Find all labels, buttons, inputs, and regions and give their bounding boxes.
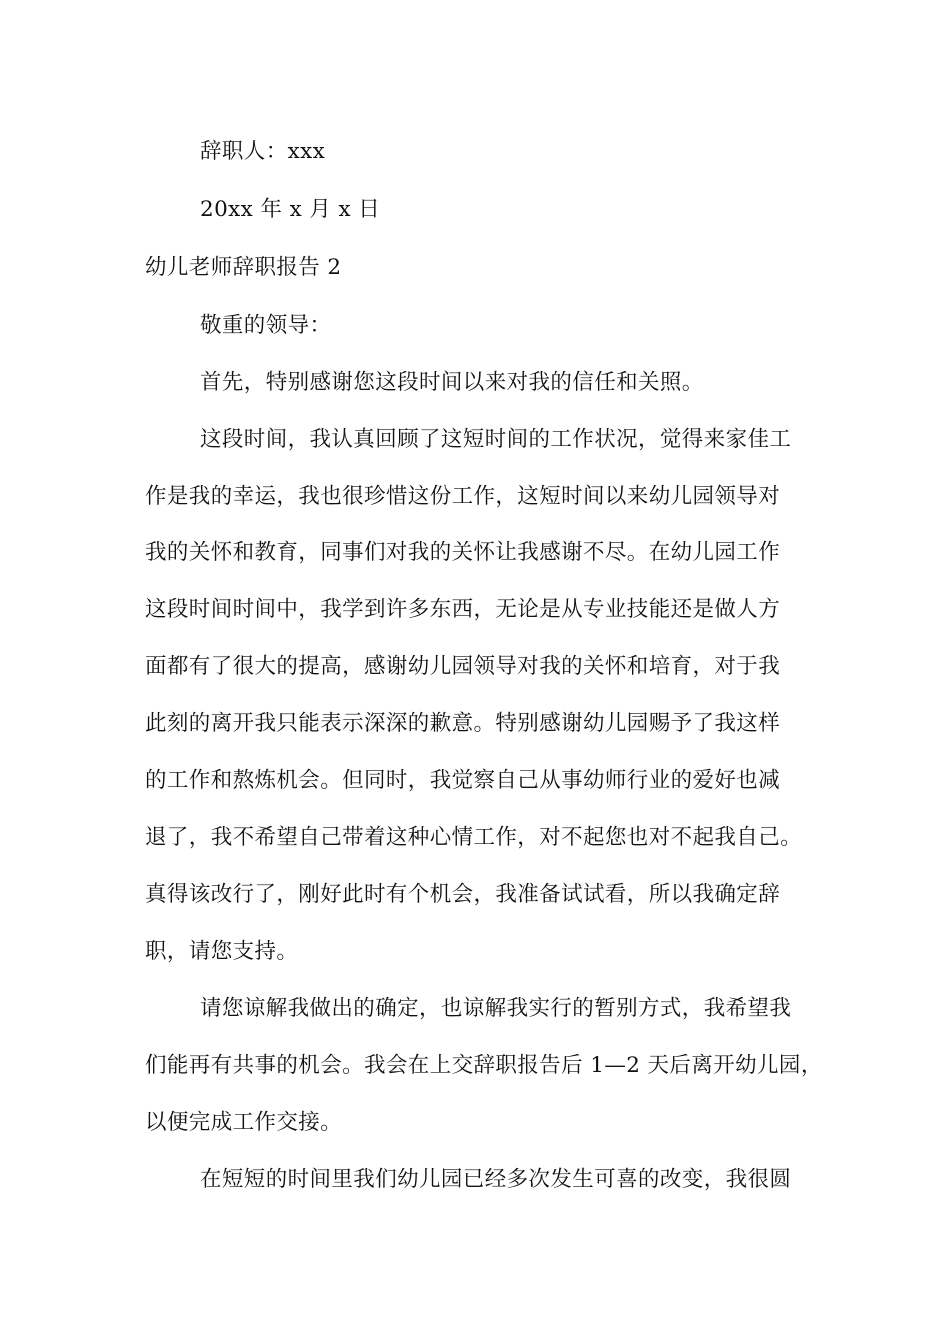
paragraph-line: 这段时间时间中，我学到许多东西，无论是从专业技能还是做人方 <box>145 597 781 622</box>
paragraph-line: 真得该改行了，刚好此时有个机会，我准备试试看，所以我确定辞 <box>145 882 781 907</box>
paragraph-line: 在短短的时间里我们幼儿园已经多次发生可喜的改变，我很圆 <box>200 1167 792 1192</box>
paragraph-line: 此刻的离开我只能表示深深的歉意。特别感谢幼儿园赐予了我这样 <box>145 711 781 736</box>
paragraph-line: 以便完成工作交接。 <box>145 1110 343 1135</box>
letter-title: 幼儿老师辞职报告 2 <box>145 255 342 280</box>
signature-date: 20xx 年 x 月 x 日 <box>200 197 381 222</box>
paragraph-line: 职，请您支持。 <box>145 939 299 964</box>
paragraph-line: 请您谅解我做出的确定，也谅解我实行的暂别方式，我希望我 <box>200 996 792 1021</box>
salutation: 敬重的领导： <box>200 313 332 338</box>
signature-resigner: 辞职人：xxx <box>200 139 326 164</box>
paragraph-line: 这段时间，我认真回顾了这短时间的工作状况，觉得来家佳工 <box>200 427 792 452</box>
paragraph-line: 首先，特别感谢您这段时间以来对我的信任和关照。 <box>200 370 704 395</box>
paragraph-line: 作是我的幸运，我也很珍惜这份工作，这短时间以来幼儿园领导对 <box>145 484 781 509</box>
paragraph-line: 我的关怀和教育，同事们对我的关怀让我感谢不尽。在幼儿园工作 <box>145 540 781 565</box>
paragraph-line: 们能再有共事的机会。我会在上交辞职报告后 1—2 天后离开幼儿园， <box>145 1053 823 1078</box>
paragraph-line: 退了，我不希望自己带着这种心情工作，对不起您也对不起我自己。 <box>145 825 803 850</box>
paragraph-line: 面都有了很大的提高，感谢幼儿园领导对我的关怀和培育，对于我 <box>145 654 781 679</box>
paragraph-line: 的工作和熬炼机会。但同时，我觉察自己从事幼师行业的爱好也减 <box>145 768 781 793</box>
